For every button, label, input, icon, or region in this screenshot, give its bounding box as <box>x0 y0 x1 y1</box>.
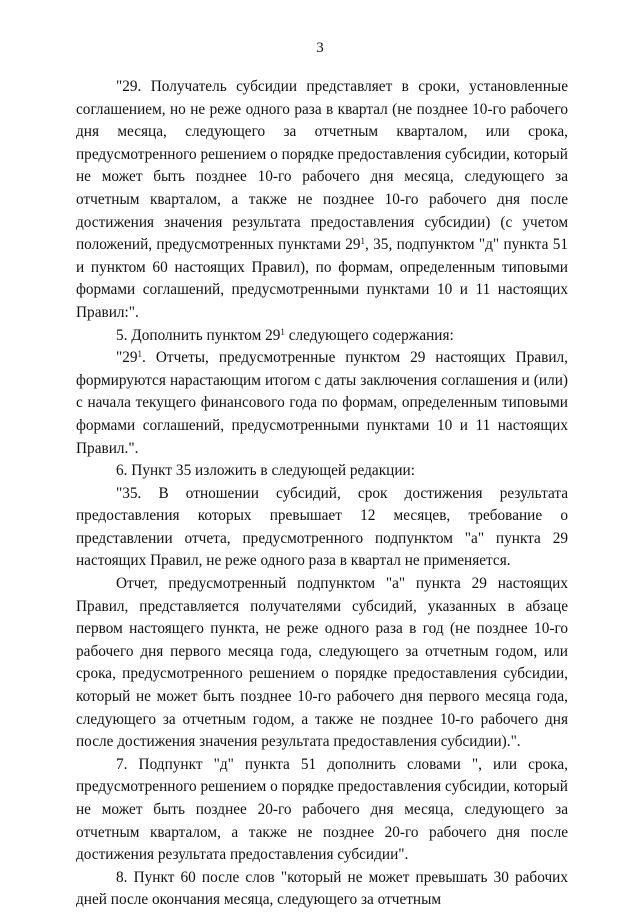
paragraph-29-text <box>76 76 568 325</box>
superscript-marker: 1 <box>360 236 365 247</box>
paragraph-35-second-part: Отчет, предусмотренный подпунктом "а" пункта 29 настоящих Правил, представляется получателями субсидий, указанных в абзаце первом настоящего пункта, не реже одного раза в год (не позднее 10-го рабочего дня первого месяца года, следующего за отчетным годом, или срока, предусмотренного решением о порядке предоставления субсидии, который не может быть позднее 10-го рабочего дня первого месяца года, следующего за отчетным годом, а также не позднее 10-го рабочего дня после достижения значения результата предоставления субсидии).". <box>76 575 568 751</box>
item-5-part2: следующего содержания: <box>284 326 454 344</box>
paragraph-29-1-part1: "29 <box>116 349 138 367</box>
item-7-text: 7. Подпункт "д" пункта 51 дополнить словами ", или срока, предусмотренного решением о порядке предоставления субсидии, который не может быть позднее 20-го рабочего дня месяца, следующего за отчетным кварталом, а также не позднее 20-го рабочего дня после достижения результата предоставления субсидии". <box>76 755 568 864</box>
superscript-marker: 1 <box>137 349 143 360</box>
document-body <box>76 76 568 912</box>
item-8-text: 8. Пункт 60 после слов "который не может превышать 30 рабочих дней после окончания месяца, следующего за отчетным <box>76 868 568 909</box>
paragraph-29-1-text <box>76 347 568 460</box>
item-5-part1: 5. Дополнить пунктом 29 <box>116 326 281 344</box>
item-5-add-point <box>76 325 568 348</box>
paragraph-29-1-part2: . Отчеты, предусмотренные пунктом 29 настоящих Правил, формируются нарастающим итогом с даты заключения соглашения и (или) с начала текущего финансового года по формам, определенным типовыми формами соглашений, предусмотренными пунктами 10 и 11 настоящих Правил.". <box>76 349 568 457</box>
paragraph-35-text: "35. В отношении субсидий, срок достижения результата предоставления которых превышает 12 месяцев, требование о представлении отчета, предусмотренного подпунктом "а" пункта 29 настоящих Правил, не реже одного раза в квартал не применяется. <box>76 484 568 570</box>
paragraph-29-text-part1: "29. Получатель субсидии представляет в сроки, установленные соглашением, но не реже одного раза в квартал (не позднее 10-го рабочего дня месяца, следующего за отчетным кварталом, или срока, предусмотренного решением о порядке предоставления субсидии, который не может быть позднее 10-го рабочего дня месяца, следующего за отчетным кварталом, а также не позднее 10-го рабочего дня после достижения значения результата предоставления субсидии) (с учетом положений, предусмотренных пунктами 29 <box>76 78 568 254</box>
item-6-heading: 6. Пункт 35 изложить в следующей редакции: <box>116 462 415 480</box>
paragraph-29-text-part2: , 35, подпунктом "д" пункта 51 и пунктом 60 настоящих Правил), по формам, определенным типовыми формами соглашений, предусмотренными пунктами 10 и 11 настоящих Правил:". <box>76 236 568 321</box>
page-number: 3 <box>316 40 324 56</box>
superscript-marker: 1 <box>280 326 285 337</box>
